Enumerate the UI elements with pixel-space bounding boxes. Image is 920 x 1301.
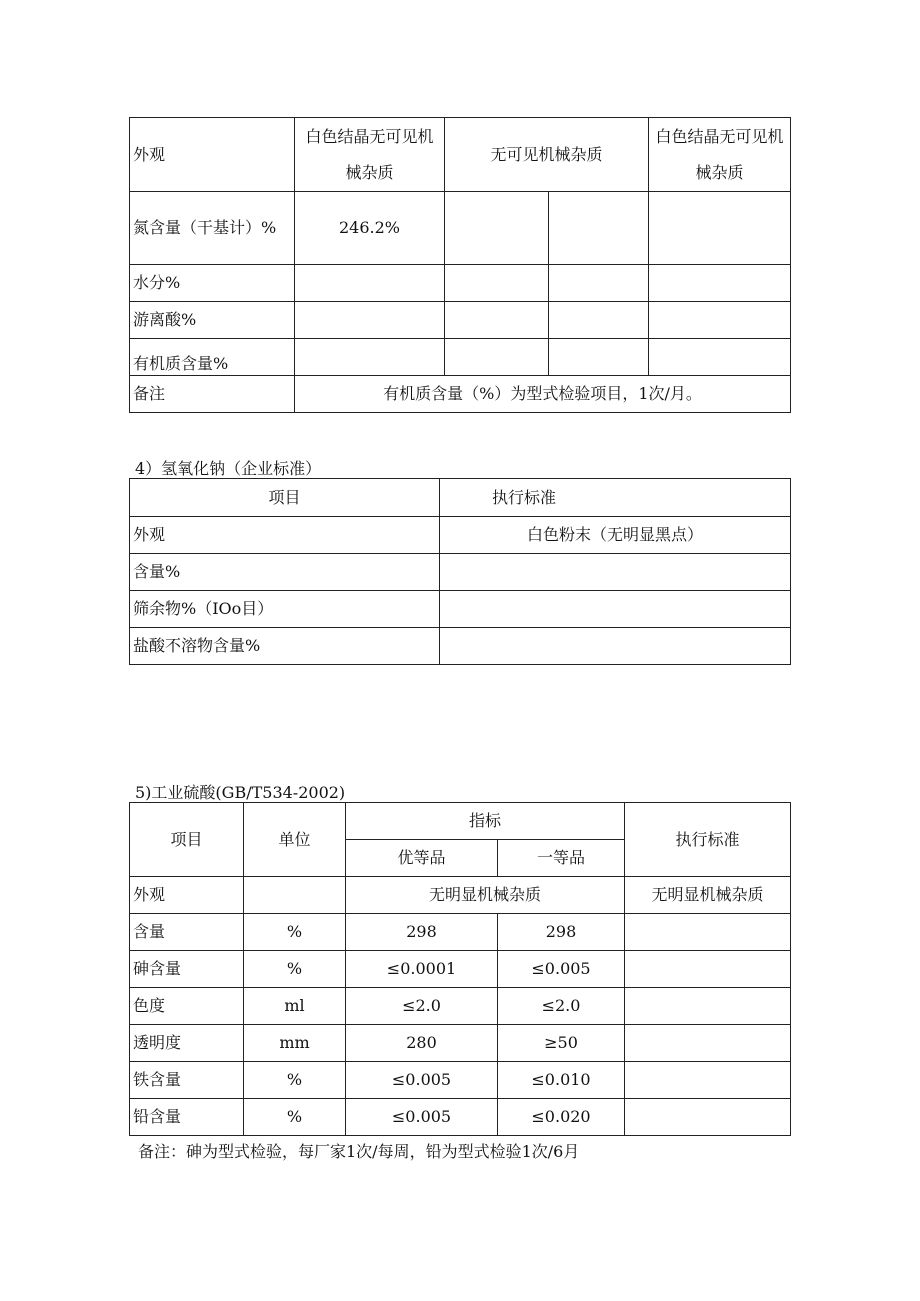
table-row bbox=[130, 628, 791, 665]
empty-cell bbox=[244, 877, 346, 914]
row-label: 筛余物%（IOo目） bbox=[130, 591, 440, 628]
header-standard: 执行标准 bbox=[625, 803, 791, 877]
row-first: ≥50 bbox=[498, 1025, 625, 1062]
row-first: ≤0.005 bbox=[498, 951, 625, 988]
row-label-appearance: 外观 bbox=[130, 118, 295, 192]
row-superior: 298 bbox=[346, 914, 498, 951]
empty-cell bbox=[295, 302, 445, 339]
empty-cell bbox=[625, 988, 791, 1025]
row-value bbox=[440, 591, 791, 628]
table-row bbox=[130, 951, 791, 988]
header-item: 项目 bbox=[130, 803, 244, 877]
table-row bbox=[130, 517, 791, 554]
empty-cell bbox=[649, 339, 791, 376]
empty-cell bbox=[625, 1062, 791, 1099]
row-first: 298 bbox=[498, 914, 625, 951]
table-row-note bbox=[130, 376, 791, 413]
row-value: 白色粉末（无明显黑点） bbox=[440, 517, 791, 554]
table-row-water bbox=[130, 265, 791, 302]
table-row-appearance bbox=[130, 118, 791, 192]
row-label: 外观 bbox=[130, 517, 440, 554]
header-index: 指标 bbox=[346, 803, 625, 840]
row-label: 铁含量 bbox=[130, 1062, 244, 1099]
table-header-row bbox=[130, 479, 791, 517]
section-4-caption: 4）氢氧化钠（企业标准） bbox=[135, 459, 322, 478]
row-superior: ≤2.0 bbox=[346, 988, 498, 1025]
row-label-nitrogen: 氮含量（干基计）% bbox=[130, 192, 295, 265]
empty-cell bbox=[445, 302, 549, 339]
empty-cell bbox=[549, 192, 649, 265]
spec-table-1 bbox=[129, 117, 791, 413]
table-header-row bbox=[130, 803, 791, 840]
section-5-note: 备注：砷为型式检验，每厂家1次/每周，铅为型式检验1次/6月 bbox=[138, 1142, 580, 1161]
empty-cell bbox=[549, 339, 649, 376]
header-standard: 执行标准 bbox=[440, 479, 791, 517]
appearance-spec-1: 白色结晶无可见机械杂质 bbox=[295, 118, 445, 192]
header-superior: 优等品 bbox=[346, 840, 498, 877]
appearance-spec-3: 白色结晶无可见机械杂质 bbox=[649, 118, 791, 192]
table-row bbox=[130, 591, 791, 628]
row-unit: % bbox=[244, 1099, 346, 1136]
spec-table-sulfuric-acid bbox=[129, 802, 791, 1136]
row-label: 盐酸不溶物含量% bbox=[130, 628, 440, 665]
table-row-nitrogen bbox=[130, 192, 791, 265]
empty-cell bbox=[649, 265, 791, 302]
row-label-organic: 有机质含量% bbox=[130, 339, 295, 376]
table-row-free-acid bbox=[130, 302, 791, 339]
row-label: 外观 bbox=[130, 877, 244, 914]
row-unit: mm bbox=[244, 1025, 346, 1062]
empty-cell bbox=[625, 1099, 791, 1136]
row-unit: % bbox=[244, 914, 346, 951]
row-unit: % bbox=[244, 951, 346, 988]
header-first: 一等品 bbox=[498, 840, 625, 877]
empty-cell bbox=[625, 914, 791, 951]
row-superior: 280 bbox=[346, 1025, 498, 1062]
empty-cell bbox=[549, 302, 649, 339]
section-5-caption: 5)工业硫酸(GB/T534-2002) bbox=[135, 783, 346, 802]
empty-cell bbox=[445, 265, 549, 302]
table-row bbox=[130, 988, 791, 1025]
row-label: 透明度 bbox=[130, 1025, 244, 1062]
row-superior: ≤0.005 bbox=[346, 1099, 498, 1136]
table-row-appearance bbox=[130, 877, 791, 914]
nitrogen-value: 246.2% bbox=[295, 192, 445, 265]
row-value bbox=[440, 554, 791, 591]
row-label-note: 备注 bbox=[130, 376, 295, 413]
row-label-free-acid: 游离酸% bbox=[130, 302, 295, 339]
row-first: ≤0.010 bbox=[498, 1062, 625, 1099]
row-label: 色度 bbox=[130, 988, 244, 1025]
table-row bbox=[130, 1025, 791, 1062]
empty-cell bbox=[295, 339, 445, 376]
row-value bbox=[440, 628, 791, 665]
empty-cell bbox=[625, 1025, 791, 1062]
table-row bbox=[130, 1099, 791, 1136]
header-unit: 单位 bbox=[244, 803, 346, 877]
row-first: ≤2.0 bbox=[498, 988, 625, 1025]
row-label: 含量 bbox=[130, 914, 244, 951]
empty-cell bbox=[295, 265, 445, 302]
note-text: 有机质含量（%）为型式检验项目，1次/月。 bbox=[295, 376, 791, 413]
table-row bbox=[130, 554, 791, 591]
spec-table-naoh bbox=[129, 478, 791, 665]
row-label: 含量% bbox=[130, 554, 440, 591]
empty-cell bbox=[649, 302, 791, 339]
row-superior: ≤0.005 bbox=[346, 1062, 498, 1099]
empty-cell bbox=[445, 339, 549, 376]
empty-cell bbox=[445, 192, 549, 265]
row-label: 砷含量 bbox=[130, 951, 244, 988]
table-row bbox=[130, 1062, 791, 1099]
row-label-water: 水分% bbox=[130, 265, 295, 302]
row-unit: % bbox=[244, 1062, 346, 1099]
table-row bbox=[130, 914, 791, 951]
row-superior: ≤0.0001 bbox=[346, 951, 498, 988]
appearance-value: 无明显机械杂质 bbox=[346, 877, 625, 914]
header-item: 项目 bbox=[130, 479, 440, 517]
row-first: ≤0.020 bbox=[498, 1099, 625, 1136]
empty-cell bbox=[549, 265, 649, 302]
empty-cell bbox=[625, 951, 791, 988]
table-row-organic bbox=[130, 339, 791, 376]
row-label: 铅含量 bbox=[130, 1099, 244, 1136]
appearance-standard: 无明显机械杂质 bbox=[625, 877, 791, 914]
empty-cell bbox=[649, 192, 791, 265]
row-unit: ml bbox=[244, 988, 346, 1025]
appearance-spec-2: 无可见机械杂质 bbox=[445, 118, 649, 192]
